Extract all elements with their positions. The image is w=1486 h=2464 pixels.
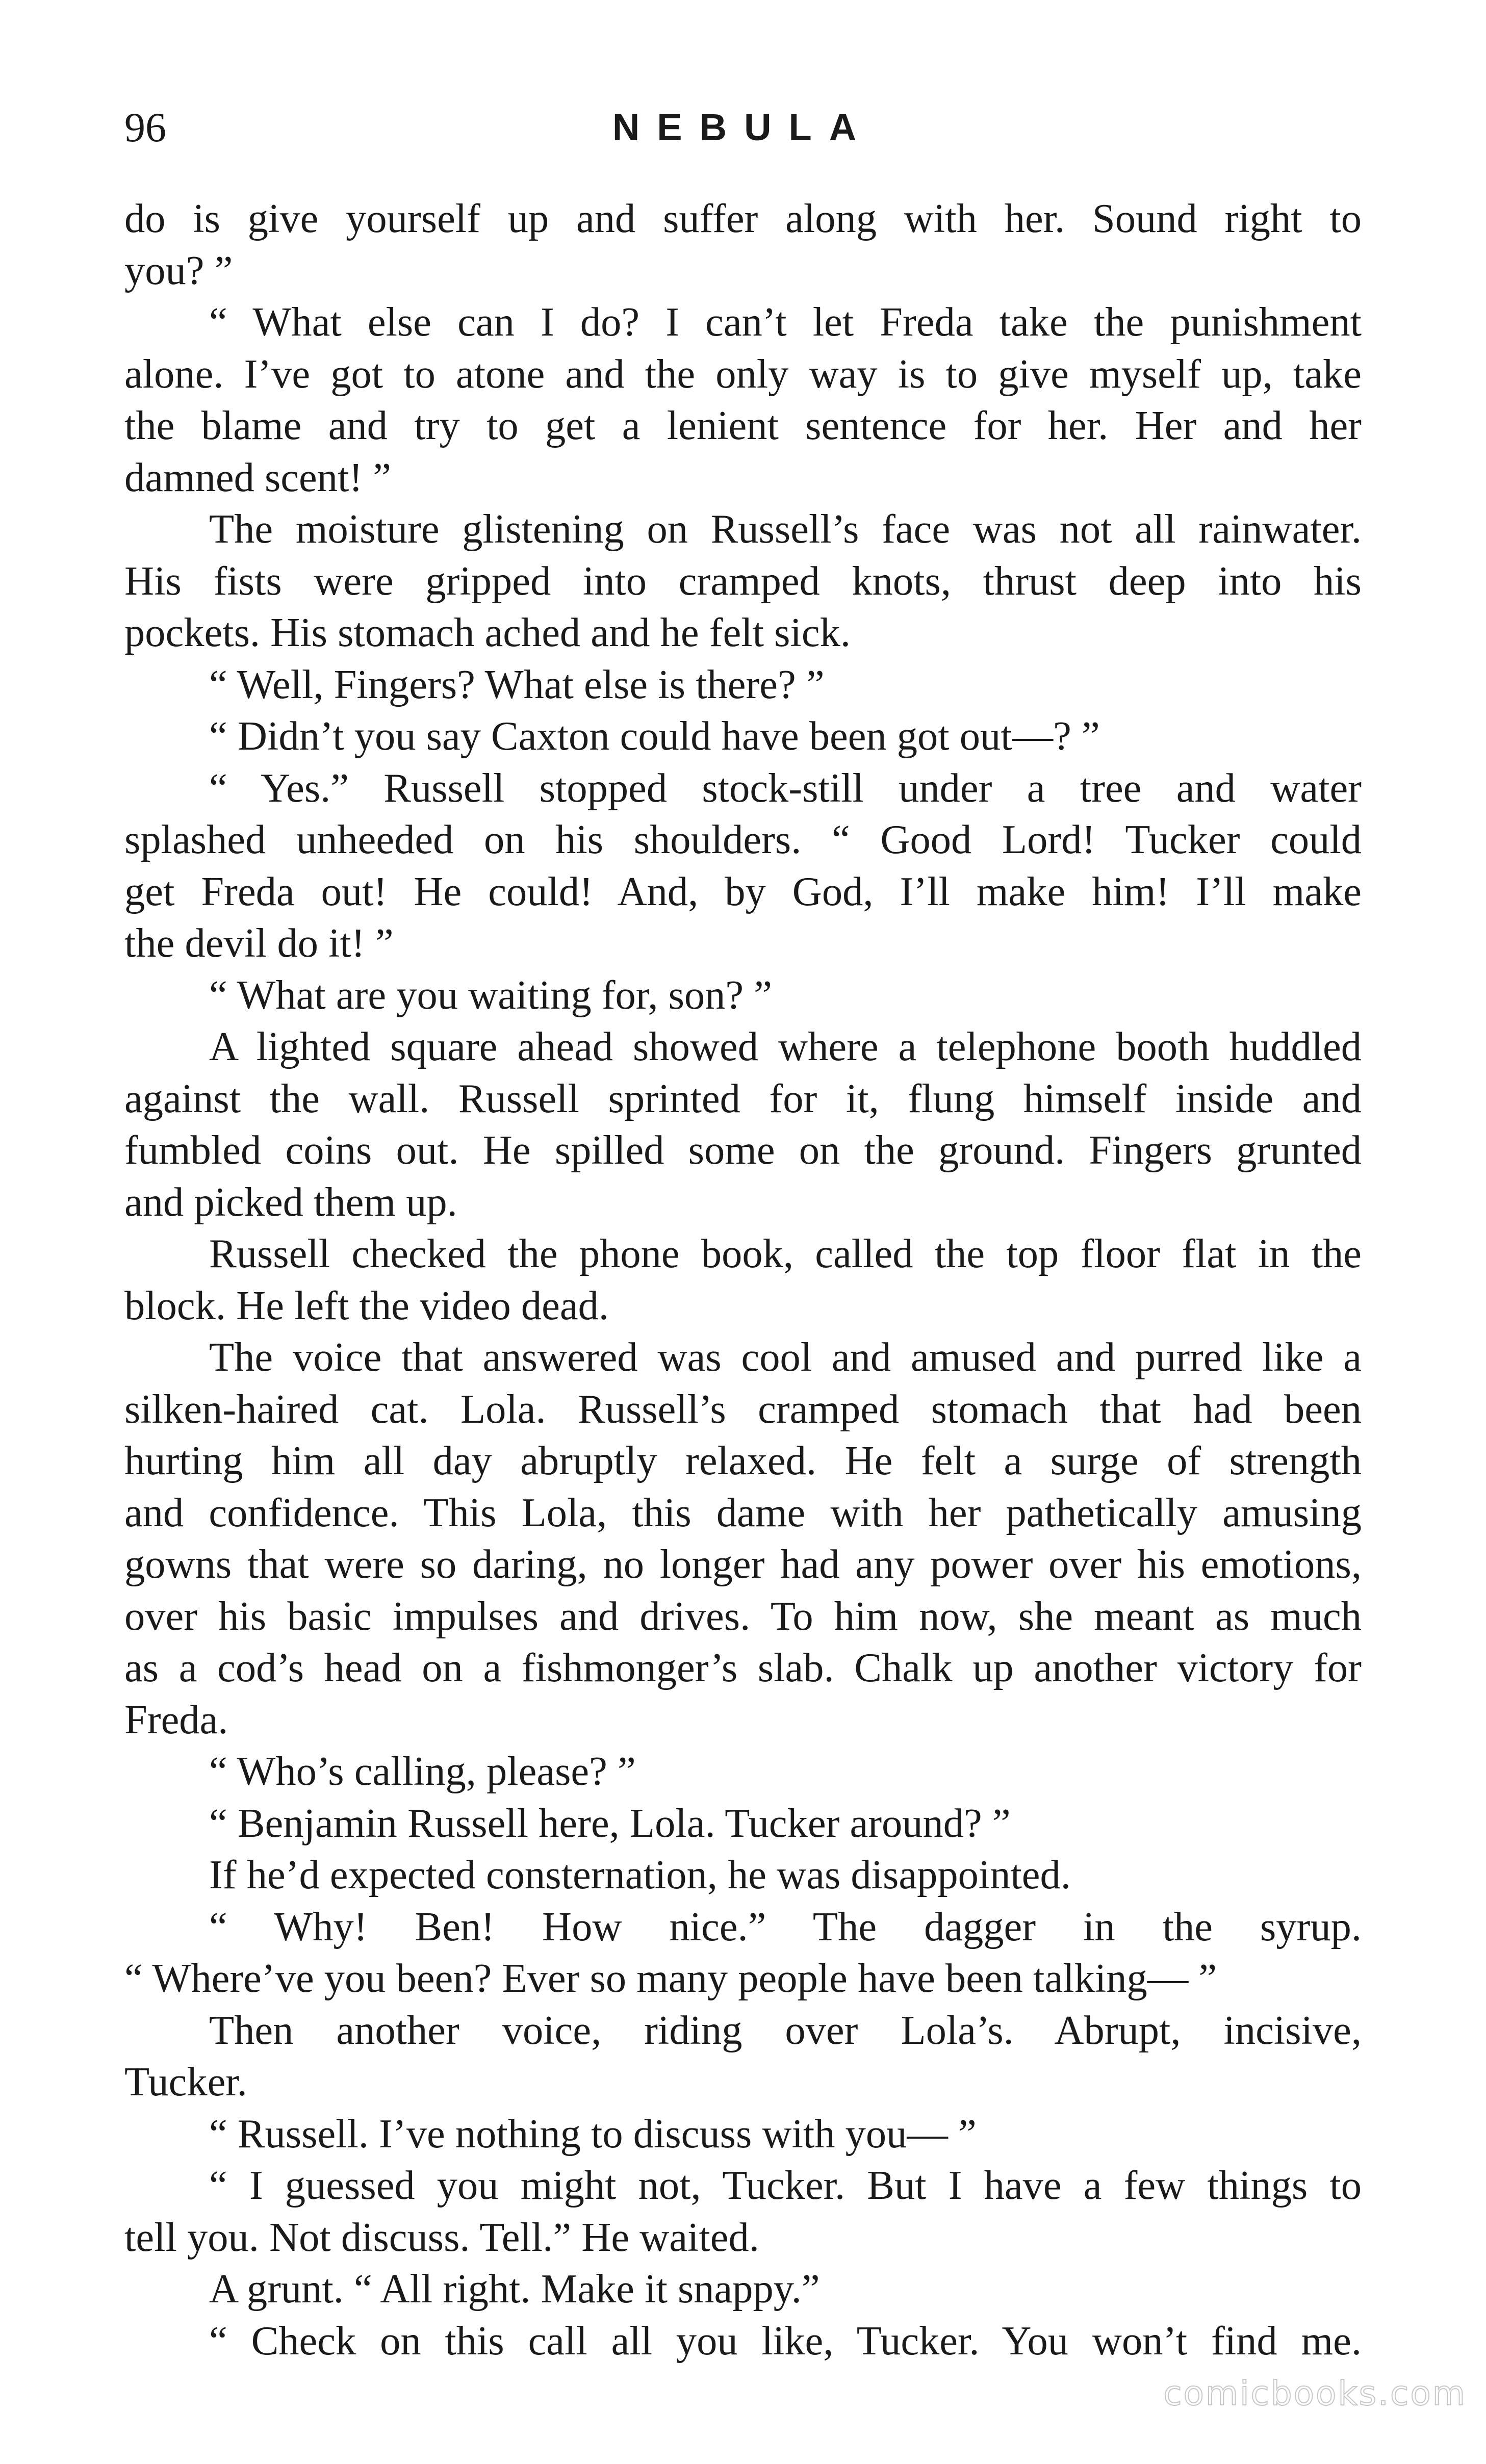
text-line: Russell checked the phone book, called the top floor flat in the [209, 1231, 1362, 1276]
text-line: “ Check on this call all you like, Tucker. You won’t find me. [209, 2318, 1362, 2364]
text-line: block. He left the video dead. [124, 1282, 609, 1328]
text-line: “ I guessed you might not, Tucker. But I have a few things to [209, 2163, 1362, 2208]
text-line: splashed unheeded on his shoulders. “ Good Lord! Tucker could [124, 817, 1362, 862]
text-line: over his basic impulses and drives. To him now, she meant as much [124, 1593, 1362, 1639]
text-line: Then another voice, riding over Lola’s. Abrupt, incisive, [209, 2007, 1362, 2053]
text-line: Tucker. [124, 2059, 247, 2104]
text-line: and confidence. This Lola, this dame with her pathetically amusing [124, 1490, 1362, 1535]
text-line: pockets. His stomach ached and he felt sick. [124, 610, 851, 655]
text-line: “ Russell. I’ve nothing to discuss with you— ” [209, 2111, 977, 2157]
text-line: “ Why! Ben! How nice.” The dagger in the syrup. [209, 1904, 1362, 1949]
text-line: “ Didn’t you say Caxton could have been got out—? ” [209, 713, 1100, 759]
text-line: the blame and try to get a lenient sentence for her. Her and her [124, 403, 1362, 448]
text-line: as a cod’s head on a fishmonger’s slab. Chalk up another victory for [124, 1645, 1362, 1690]
text-line: you? ” [124, 247, 233, 293]
text-line: against the wall. Russell sprinted for it, flung himself inside and [124, 1075, 1362, 1121]
text-line: “ What are you waiting for, son? ” [209, 972, 773, 1018]
text-line: do is give yourself up and suffer along with her. Sound right to [124, 196, 1362, 241]
text-line: gowns that were so daring, no longer had any power over his emotions, [124, 1542, 1362, 1587]
text-line: A grunt. “ All right. Make it snappy.” [209, 2266, 820, 2312]
text-line: The moisture glistening on Russell’s face was not all rainwater. [209, 506, 1362, 552]
text-line: “ Where’ve you been? Ever so many people have been talking— ” [124, 1956, 1217, 2001]
text-line: fumbled coins out. He spilled some on the ground. Fingers grunted [124, 1127, 1362, 1173]
text-line: and picked them up. [124, 1179, 457, 1225]
text-line: Freda. [124, 1697, 228, 1742]
page-number: 96 [124, 104, 166, 150]
text-line: “ Benjamin Russell here, Lola. Tucker around? ” [209, 1800, 1011, 1846]
running-title: NEBULA [612, 106, 874, 148]
text-line: get Freda out! He could! And, by God, I’ll make him! I’ll make [124, 868, 1362, 914]
text-line: alone. I’ve got to atone and the only way is to give myself up, take [124, 351, 1362, 397]
body-text [124, 193, 1362, 2367]
text-line: “ Well, Fingers? What else is there? ” [209, 661, 825, 707]
text-line: A lighted square ahead showed where a telephone booth huddled [209, 1024, 1362, 1069]
text-line: damned scent! ” [124, 454, 392, 500]
text-line: tell you. Not discuss. Tell.” He waited. [124, 2214, 759, 2260]
text-line: The voice that answered was cool and amused and purred like a [209, 1334, 1362, 1380]
text-line: “ Yes.” Russell stopped stock-still under a tree and water [209, 765, 1362, 811]
text-line: silken-haired cat. Lola. Russell’s cramped stomach that had been [124, 1386, 1362, 1432]
text-line: His fists were gripped into cramped knots, thrust deep into his [124, 558, 1362, 604]
text-line: hurting him all day abruptly relaxed. He felt a surge of strength [124, 1438, 1362, 1483]
text-line: If he’d expected consternation, he was disappointed. [209, 1852, 1071, 1897]
text-line: “ What else can I do? I can’t let Freda take the punishment [209, 299, 1362, 345]
text-line: “ Who’s calling, please? ” [209, 1749, 636, 1794]
text-line: the devil do it! ” [124, 920, 394, 966]
watermark: comicbooks.com [1163, 2374, 1467, 2413]
page-header [124, 94, 1362, 156]
